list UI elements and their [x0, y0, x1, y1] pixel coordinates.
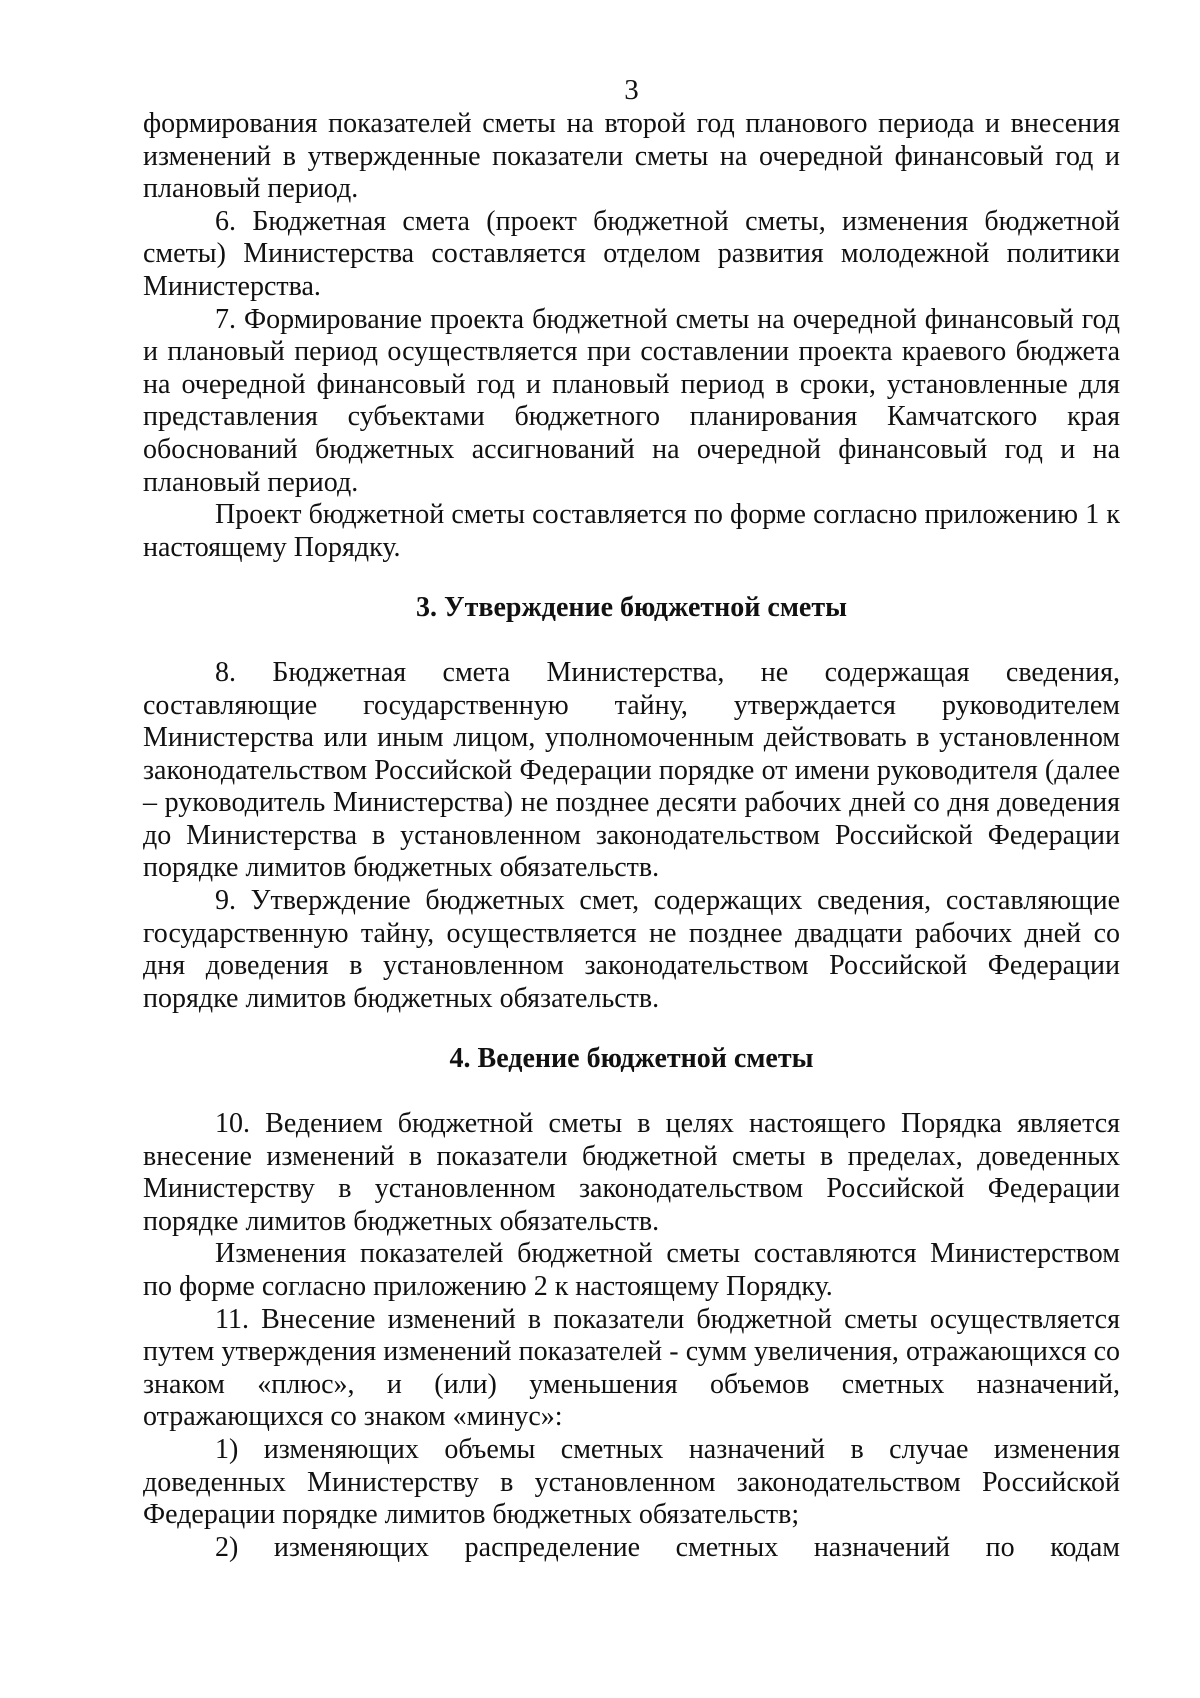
- spacer: [143, 564, 1120, 592]
- paragraph-continuation: формирования показателей сметы на второй год планового периода и внесения изменений в утвержденные показатели сметы на очередной финансовый год и плановый период.: [143, 108, 1120, 205]
- paragraph-item-8: 8. Бюджетная смета Министерства, не содержащая сведения, составляющие государственную тайну, утверждается руководителем Министерства или иным лицом, уполномоченным действовать в установленном законодательством Российской Федерации порядке от имени руководителя (далее – руководитель Министерства) не позднее десяти рабочих дней со дня доведения до Министерства в установленном законодательством Российской Федерации порядке лимитов бюджетных обязательств.: [143, 656, 1120, 884]
- paragraph-item-6: 6. Бюджетная смета (проект бюджетной сметы, изменения бюджетной сметы) Министерства составляется отделом развития молодежной политики Министерства.: [143, 205, 1120, 302]
- document-page: [143, 74, 1120, 1564]
- paragraph-item-7: 7. Формирование проекта бюджетной сметы на очередной финансовый год и плановый период осуществляется при составлении проекта краевого бюджета на очередной финансовый год и плановый период в сроки, установленные для представления субъектами бюджетного планирования Камчатского края обоснований бюджетных ассигнований на очередной финансовый год и на плановый период.: [143, 303, 1120, 498]
- paragraph-item-11: 11. Внесение изменений в показатели бюджетной сметы осуществляется путем утверждения изменений показателей - сумм увеличения, отражающихся со знаком «плюс», и (или) уменьшения объемов сметных назначений, отражающихся со знаком «минус»:: [143, 1303, 1120, 1433]
- paragraph-changes-form: Изменения показателей бюджетной сметы составляются Министерством по форме согласно приложению 2 к настоящему Порядку.: [143, 1238, 1120, 1302]
- paragraph-item-9: 9. Утверждение бюджетных смет, содержащих сведения, составляющие государственную тайну, осуществляется не позднее двадцати рабочих дней со дня доведения в установленном законодательством Российской Федерации порядке лимитов бюджетных обязательств.: [143, 885, 1120, 1014]
- section-heading-4: 4. Ведение бюджетной сметы: [449, 1043, 814, 1075]
- section-heading-3: 3. Утверждение бюджетной сметы: [416, 592, 847, 624]
- paragraph-subitem-1: 1) изменяющих объемы сметных назначений в случае изменения доведенных Министерству в установленном законодательством Российской Федерации порядке лимитов бюджетных обязательств;: [143, 1433, 1120, 1531]
- spacer: [143, 1076, 1120, 1108]
- paragraph-project-form: Проект бюджетной сметы составляется по форме согласно приложению 1 к настоящему Порядку.: [143, 499, 1120, 563]
- spacer: [143, 1015, 1120, 1043]
- page-number: 3: [624, 74, 639, 106]
- paragraph-subitem-2: 2) изменяющих распределение сметных назначений по кодам: [215, 1531, 1120, 1563]
- spacer: [143, 625, 1120, 657]
- paragraph-item-10: 10. Ведением бюджетной сметы в целях настоящего Порядка является внесение изменений в показатели бюджетной сметы в пределах, доведенных Министерству в установленном законодательством Российской Федерации порядке лимитов бюджетных обязательств.: [143, 1108, 1120, 1237]
